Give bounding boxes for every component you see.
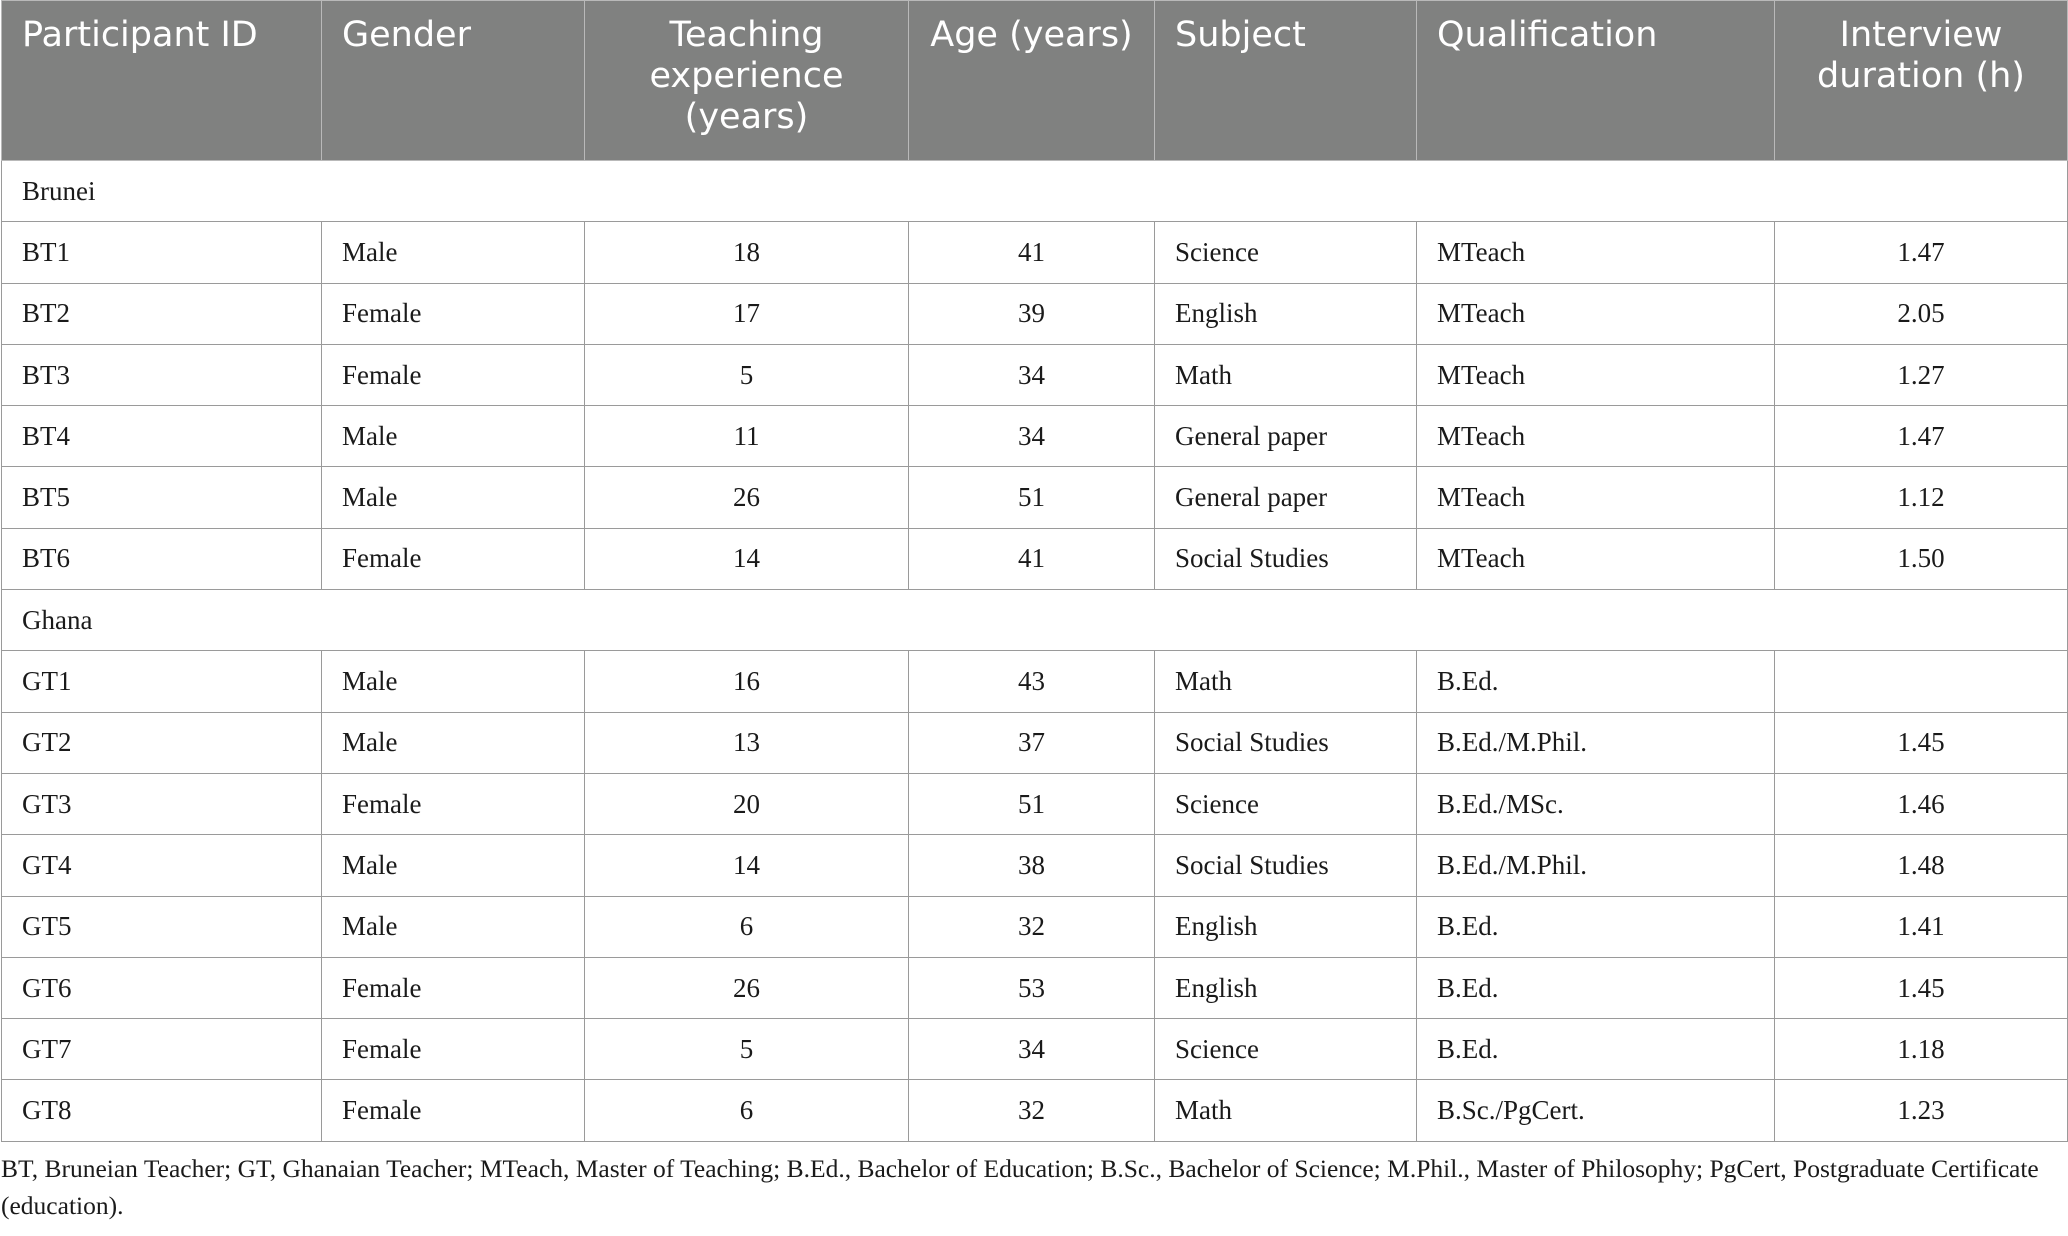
cell-participant-id: GT1 <box>2 651 322 712</box>
header-age: Age (years) <box>909 1 1155 161</box>
cell-qualification: B.Ed. <box>1417 651 1775 712</box>
cell-qualification: B.Sc./PgCert. <box>1417 1080 1775 1141</box>
table-footnote: BT, Bruneian Teacher; GT, Ghanaian Teacher; MTeach, Master of Teaching; B.Ed., Bachelor of Education; B.Sc., Bachelor of Science; M.Phil., Master of Philosophy; PgCert, Postgraduate Certificate (education). <box>1 1154 2039 1220</box>
cell-subject: General paper <box>1155 406 1417 467</box>
table-row <box>2 896 2068 957</box>
cell-teaching-experience: 11 <box>585 406 909 467</box>
cell-qualification: MTeach <box>1417 222 1775 283</box>
cell-age: 51 <box>909 467 1155 528</box>
cell-subject: Math <box>1155 1080 1417 1141</box>
cell-teaching-experience: 18 <box>585 222 909 283</box>
table-row <box>2 283 2068 344</box>
cell-participant-id: GT7 <box>2 1019 322 1080</box>
cell-participant-id: BT3 <box>2 344 322 405</box>
cell-participant-id: GT4 <box>2 835 322 896</box>
cell-interview-duration: 1.45 <box>1775 957 2068 1018</box>
table-row <box>2 528 2068 589</box>
participants-table <box>1 0 2068 1142</box>
cell-interview-duration: 1.41 <box>1775 896 2068 957</box>
cell-subject: General paper <box>1155 467 1417 528</box>
cell-teaching-experience: 5 <box>585 1019 909 1080</box>
cell-age: 39 <box>909 283 1155 344</box>
cell-teaching-experience: 13 <box>585 712 909 773</box>
cell-participant-id: BT4 <box>2 406 322 467</box>
cell-gender: Female <box>322 773 585 834</box>
header-participant-id: Participant ID <box>2 1 322 161</box>
table-row <box>2 651 2068 712</box>
table-row <box>2 835 2068 896</box>
cell-qualification: MTeach <box>1417 528 1775 589</box>
header-teaching-experience: Teaching experience (years) <box>585 1 909 161</box>
cell-age: 34 <box>909 1019 1155 1080</box>
cell-age: 53 <box>909 957 1155 1018</box>
cell-gender: Female <box>322 528 585 589</box>
cell-interview-duration <box>1775 651 2068 712</box>
cell-subject: Science <box>1155 1019 1417 1080</box>
table-row <box>2 467 2068 528</box>
cell-age: 32 <box>909 896 1155 957</box>
cell-gender: Female <box>322 283 585 344</box>
cell-age: 41 <box>909 528 1155 589</box>
cell-teaching-experience: 14 <box>585 528 909 589</box>
cell-qualification: B.Ed./M.Phil. <box>1417 712 1775 773</box>
cell-teaching-experience: 6 <box>585 1080 909 1141</box>
cell-interview-duration: 1.18 <box>1775 1019 2068 1080</box>
cell-subject: Science <box>1155 773 1417 834</box>
cell-age: 43 <box>909 651 1155 712</box>
cell-gender: Male <box>322 651 585 712</box>
table-row <box>2 957 2068 1018</box>
cell-teaching-experience: 26 <box>585 467 909 528</box>
cell-qualification: MTeach <box>1417 283 1775 344</box>
cell-participant-id: BT6 <box>2 528 322 589</box>
cell-interview-duration: 1.50 <box>1775 528 2068 589</box>
cell-gender: Male <box>322 406 585 467</box>
cell-qualification: B.Ed./M.Phil. <box>1417 835 1775 896</box>
cell-teaching-experience: 16 <box>585 651 909 712</box>
cell-gender: Male <box>322 835 585 896</box>
group-row-brunei <box>2 161 2068 222</box>
cell-participant-id: GT8 <box>2 1080 322 1141</box>
cell-teaching-experience: 17 <box>585 283 909 344</box>
cell-age: 37 <box>909 712 1155 773</box>
header-qualification: Qualification <box>1417 1 1775 161</box>
cell-subject: English <box>1155 957 1417 1018</box>
cell-age: 34 <box>909 406 1155 467</box>
cell-interview-duration: 1.46 <box>1775 773 2068 834</box>
table-row <box>2 1019 2068 1080</box>
header-gender: Gender <box>322 1 585 161</box>
cell-subject: English <box>1155 896 1417 957</box>
cell-interview-duration: 1.23 <box>1775 1080 2068 1141</box>
cell-interview-duration: 1.48 <box>1775 835 2068 896</box>
cell-teaching-experience: 20 <box>585 773 909 834</box>
cell-gender: Female <box>322 957 585 1018</box>
cell-qualification: MTeach <box>1417 406 1775 467</box>
cell-subject: Science <box>1155 222 1417 283</box>
table-header-row <box>2 1 2068 161</box>
cell-participant-id: BT5 <box>2 467 322 528</box>
cell-subject: English <box>1155 283 1417 344</box>
cell-age: 41 <box>909 222 1155 283</box>
table-row <box>2 1080 2068 1141</box>
cell-teaching-experience: 26 <box>585 957 909 1018</box>
cell-participant-id: GT3 <box>2 773 322 834</box>
cell-gender: Female <box>322 344 585 405</box>
table-row <box>2 712 2068 773</box>
cell-gender: Male <box>322 467 585 528</box>
cell-gender: Male <box>322 222 585 283</box>
table-body <box>2 161 2068 1142</box>
cell-gender: Male <box>322 712 585 773</box>
table-row <box>2 344 2068 405</box>
cell-qualification: MTeach <box>1417 467 1775 528</box>
cell-subject: Math <box>1155 651 1417 712</box>
cell-gender: Male <box>322 896 585 957</box>
cell-age: 38 <box>909 835 1155 896</box>
cell-participant-id: GT6 <box>2 957 322 1018</box>
cell-qualification: MTeach <box>1417 344 1775 405</box>
header-interview-duration: Interview duration (h) <box>1775 1 2068 161</box>
group-label: Ghana <box>2 590 2068 651</box>
cell-gender: Female <box>322 1080 585 1141</box>
cell-participant-id: BT2 <box>2 283 322 344</box>
cell-qualification: B.Ed. <box>1417 896 1775 957</box>
cell-teaching-experience: 5 <box>585 344 909 405</box>
cell-subject: Math <box>1155 344 1417 405</box>
cell-interview-duration: 1.27 <box>1775 344 2068 405</box>
group-label: Brunei <box>2 161 2068 222</box>
cell-qualification: B.Ed./MSc. <box>1417 773 1775 834</box>
cell-interview-duration: 1.47 <box>1775 406 2068 467</box>
cell-participant-id: GT2 <box>2 712 322 773</box>
cell-interview-duration: 1.47 <box>1775 222 2068 283</box>
cell-interview-duration: 1.45 <box>1775 712 2068 773</box>
cell-qualification: B.Ed. <box>1417 957 1775 1018</box>
table-row <box>2 773 2068 834</box>
cell-gender: Female <box>322 1019 585 1080</box>
header-subject: Subject <box>1155 1 1417 161</box>
cell-subject: Social Studies <box>1155 712 1417 773</box>
cell-subject: Social Studies <box>1155 528 1417 589</box>
table-row <box>2 222 2068 283</box>
table-row <box>2 406 2068 467</box>
cell-interview-duration: 2.05 <box>1775 283 2068 344</box>
group-row-ghana <box>2 590 2068 651</box>
cell-qualification: B.Ed. <box>1417 1019 1775 1080</box>
cell-age: 32 <box>909 1080 1155 1141</box>
cell-participant-id: GT5 <box>2 896 322 957</box>
cell-interview-duration: 1.12 <box>1775 467 2068 528</box>
cell-teaching-experience: 14 <box>585 835 909 896</box>
cell-age: 51 <box>909 773 1155 834</box>
cell-participant-id: BT1 <box>2 222 322 283</box>
cell-subject: Social Studies <box>1155 835 1417 896</box>
cell-age: 34 <box>909 344 1155 405</box>
cell-teaching-experience: 6 <box>585 896 909 957</box>
